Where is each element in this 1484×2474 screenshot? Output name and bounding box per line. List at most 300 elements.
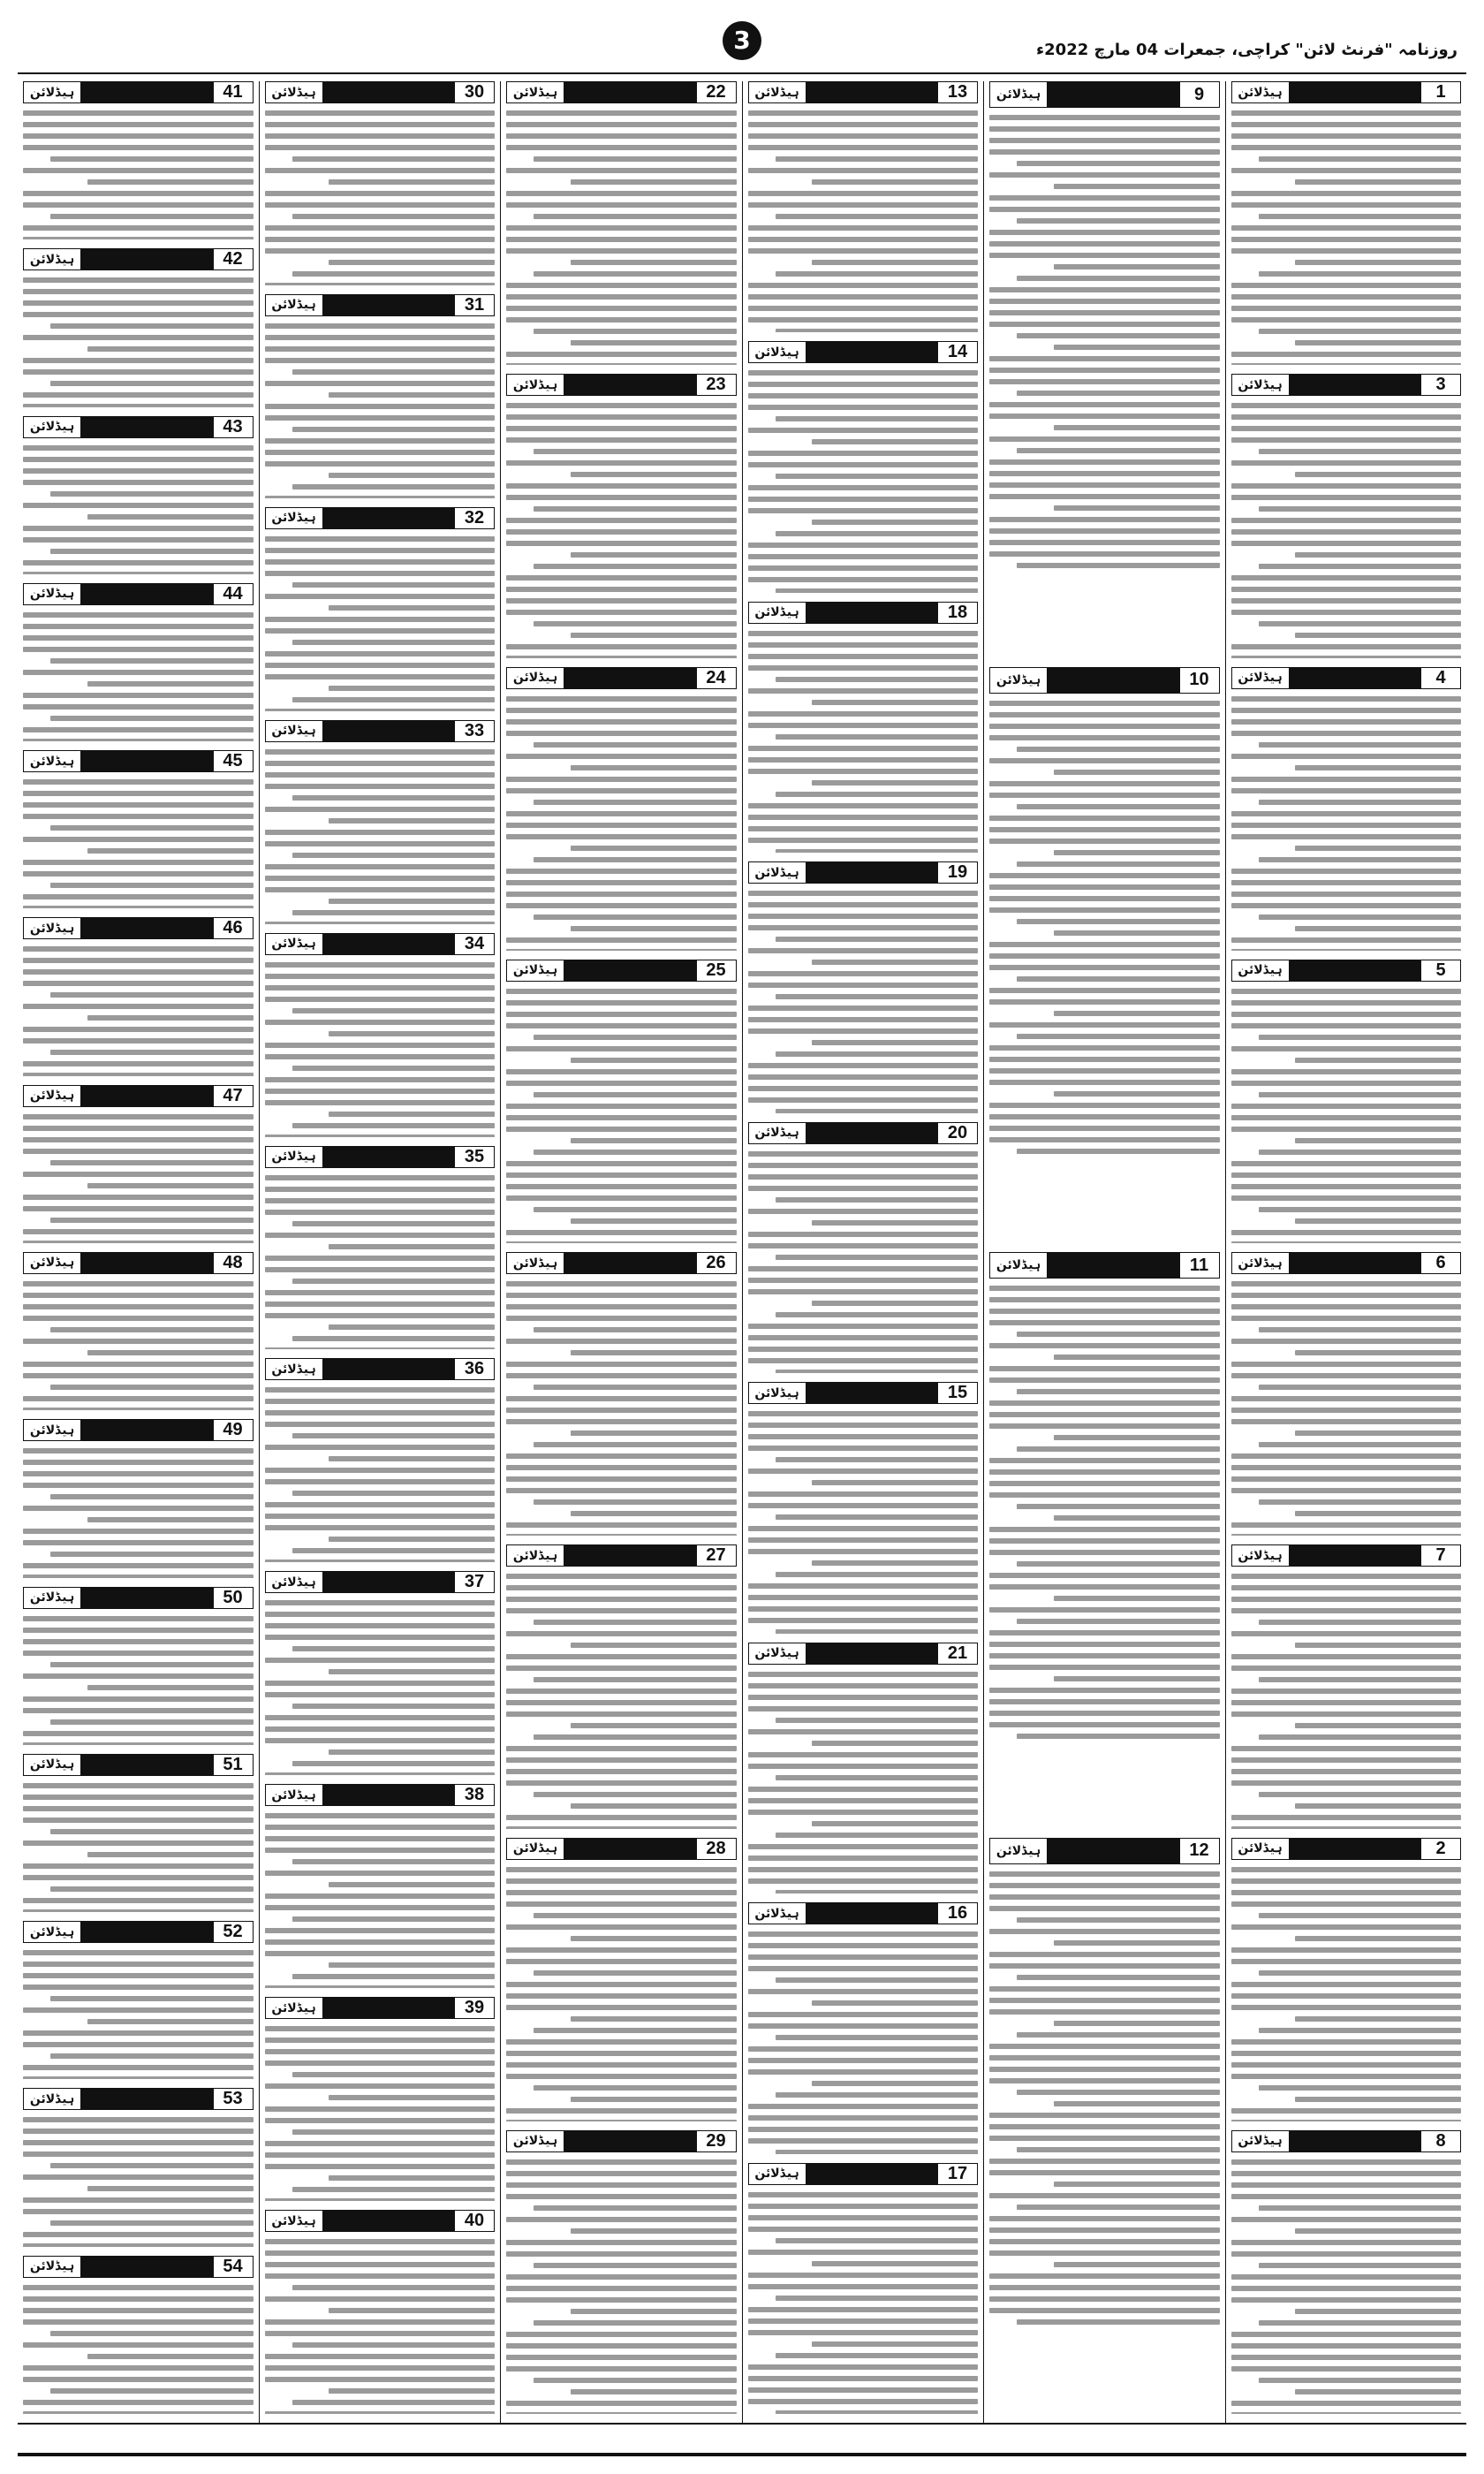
text-line: [23, 1806, 254, 1811]
text-line: [1231, 1373, 1462, 1378]
text-line: [87, 2354, 254, 2359]
text-line: [265, 1893, 496, 1899]
text-line: [265, 1256, 496, 1261]
story-number: 1: [1420, 82, 1460, 102]
news-story[interactable]: [265, 1571, 496, 1775]
text-line: [1054, 264, 1220, 269]
text-line: [1231, 1488, 1462, 1493]
story-header-bar: [81, 1588, 213, 1608]
text-line: [265, 1175, 496, 1180]
text-line: [506, 2108, 737, 2114]
news-story[interactable]: [506, 2130, 737, 2414]
news-story[interactable]: [23, 1085, 254, 1243]
text-line: [748, 1266, 979, 1271]
text-line: [506, 518, 737, 523]
news-story[interactable]: [265, 1997, 496, 2201]
story-header: [506, 960, 737, 982]
news-story[interactable]: [265, 1784, 496, 1988]
news-story[interactable]: [265, 720, 496, 924]
text-line: [534, 1677, 736, 1682]
text-line: [506, 1585, 737, 1590]
news-story[interactable]: [23, 1252, 254, 1410]
text-line: [1295, 1723, 1461, 1728]
text-line: [265, 830, 496, 835]
text-line: [534, 564, 736, 569]
text-line: [748, 1151, 979, 1157]
text-line: [265, 864, 496, 869]
text-line: [23, 1909, 254, 1912]
story-header: [265, 2210, 496, 2232]
text-line: [23, 1985, 254, 1990]
text-line: [23, 1540, 254, 1545]
text-line: [812, 2081, 978, 2086]
text-line: [1017, 218, 1219, 224]
text-line: [1259, 564, 1461, 569]
news-story[interactable]: [989, 1838, 1220, 2415]
text-line: [748, 2284, 979, 2289]
text-line: [23, 1471, 254, 1476]
story-number: 11: [1179, 1253, 1219, 1278]
text-line: [506, 1241, 737, 1243]
text-line: [23, 2007, 254, 2013]
text-line: [776, 1718, 978, 1723]
text-line: [23, 312, 254, 317]
news-story[interactable]: [1231, 960, 1462, 1243]
text-line: [1259, 2320, 1461, 2326]
story-body-text: [1231, 109, 1462, 365]
news-story[interactable]: [23, 917, 254, 1075]
text-line: [1231, 1631, 1462, 1636]
story-label: ہیڈلائن: [24, 249, 81, 269]
text-line: [292, 214, 495, 219]
text-line: [812, 1560, 978, 1566]
text-line: [265, 1825, 496, 1830]
text-line: [812, 1301, 978, 1306]
text-line: [989, 115, 1220, 120]
text-line: [989, 310, 1220, 315]
text-line: [989, 1458, 1220, 1463]
text-line: [748, 1434, 979, 1439]
news-story[interactable]: [1231, 81, 1462, 365]
text-line: [265, 1290, 496, 1295]
text-line: [1231, 903, 1462, 908]
news-story[interactable]: [23, 1419, 254, 1577]
text-line: [989, 1045, 1220, 1051]
text-line: [506, 1534, 737, 1536]
text-line: [1231, 2120, 1462, 2121]
story-header-bar: [323, 82, 455, 102]
news-story[interactable]: [23, 248, 254, 406]
text-line: [292, 1548, 495, 1553]
text-line: [265, 594, 496, 599]
text-line: [1017, 1389, 1219, 1394]
story-header-bar: [81, 249, 213, 269]
story-number: 36: [454, 1359, 494, 1379]
news-story[interactable]: [748, 861, 979, 1112]
text-line: [265, 404, 496, 409]
text-line: [292, 1123, 495, 1128]
text-line: [506, 892, 737, 897]
text-line: [748, 283, 979, 288]
story-header-bar: [323, 508, 455, 528]
story-number: 50: [213, 1588, 253, 1608]
story-number: 44: [213, 584, 253, 604]
text-line: [812, 1821, 978, 1826]
text-line: [1295, 1138, 1461, 1143]
text-line: [748, 1335, 979, 1340]
text-line: [23, 2197, 254, 2203]
text-line: [1231, 414, 1462, 420]
text-line: [506, 1476, 737, 1482]
text-line: [1231, 145, 1462, 150]
text-line: [265, 772, 496, 778]
text-line: [506, 1488, 737, 1493]
news-story[interactable]: [265, 933, 496, 1137]
text-line: [506, 903, 737, 908]
text-line: [506, 2366, 737, 2372]
text-line: [265, 1347, 496, 1350]
text-line: [506, 1419, 737, 1424]
text-line: [23, 1818, 254, 1823]
news-story[interactable]: [506, 667, 737, 951]
news-story[interactable]: [506, 1252, 737, 1536]
news-story[interactable]: [265, 81, 496, 285]
text-line: [265, 1100, 496, 1105]
text-line: [329, 686, 495, 691]
story-label: ہیڈلائن: [990, 1839, 1048, 1863]
text-line: [571, 1511, 737, 1516]
text-line: [1231, 777, 1462, 782]
news-story[interactable]: [506, 960, 737, 1243]
text-line: [23, 946, 254, 952]
news-story[interactable]: [748, 1382, 979, 1633]
text-line: [1231, 2062, 1462, 2068]
text-line: [50, 1552, 253, 1557]
text-line: [1231, 1023, 1462, 1028]
news-story[interactable]: [23, 750, 254, 908]
text-line: [1231, 754, 1462, 759]
text-line: [23, 1616, 254, 1621]
text-line: [748, 2058, 979, 2063]
news-story[interactable]: [506, 374, 737, 657]
text-line: [292, 2342, 495, 2348]
text-line: [534, 1970, 736, 1976]
text-line: [748, 1943, 979, 1948]
story-header-bar: [81, 2257, 213, 2277]
text-line: [748, 971, 979, 976]
text-line: [506, 1757, 737, 1763]
story-header-bar: [81, 1086, 213, 1106]
text-line: [265, 876, 496, 881]
story-header: [265, 1784, 496, 1806]
news-story[interactable]: [1231, 667, 1462, 951]
text-line: [812, 260, 978, 265]
text-line: [1231, 1666, 1462, 1671]
text-line: [1017, 919, 1219, 924]
text-line: [989, 873, 1220, 878]
news-story[interactable]: [506, 81, 737, 365]
news-story[interactable]: [748, 1643, 979, 1893]
text-line: [329, 473, 495, 478]
story-label: ہیڈلائن: [24, 918, 81, 938]
news-story[interactable]: [1231, 374, 1462, 657]
news-story[interactable]: [989, 1252, 1220, 1829]
story-header: [265, 720, 496, 742]
story-header: [265, 1358, 496, 1380]
text-line: [748, 1989, 979, 1994]
text-line: [506, 1081, 737, 1086]
text-line: [506, 2355, 737, 2360]
text-line: [50, 549, 253, 554]
text-line: [748, 370, 979, 376]
text-line: [748, 1856, 979, 1861]
text-line: [1231, 541, 1462, 546]
text-line: [23, 1628, 254, 1633]
text-line: [329, 1112, 495, 1117]
text-line: [1231, 1104, 1462, 1109]
text-line: [748, 815, 979, 820]
text-line: [265, 1020, 496, 1025]
text-line: [1231, 2051, 1462, 2056]
text-line: [748, 1672, 979, 1677]
text-line: [265, 548, 496, 553]
story-header-bar: [81, 417, 213, 437]
news-story[interactable]: [989, 81, 1220, 658]
story-body-text: [989, 1284, 1220, 1829]
text-line: [748, 1086, 979, 1091]
text-line: [292, 795, 495, 801]
text-line: [265, 2319, 496, 2325]
story-header: [748, 341, 979, 363]
text-line: [1017, 276, 1219, 281]
story-label: ہیڈلائن: [1232, 375, 1290, 395]
text-line: [506, 2074, 737, 2079]
story-label: ہیڈلائن: [24, 82, 81, 102]
text-line: [1231, 2074, 1462, 2079]
story-header: [748, 81, 979, 103]
text-line: [506, 788, 737, 793]
text-line: [87, 1685, 254, 1690]
news-story[interactable]: [265, 2210, 496, 2414]
news-story[interactable]: [265, 507, 496, 711]
text-line: [1231, 1608, 1462, 1613]
text-line: [329, 1882, 495, 1887]
text-line: [1231, 892, 1462, 897]
text-line: [748, 451, 979, 456]
story-number: 51: [213, 1755, 253, 1775]
text-line: [989, 459, 1220, 465]
text-line: [1017, 391, 1219, 396]
text-line: [23, 225, 254, 231]
text-line: [265, 168, 496, 173]
news-story[interactable]: [748, 341, 979, 592]
text-line: [265, 807, 496, 812]
text-line: [776, 474, 978, 479]
text-line: [23, 1696, 254, 1702]
text-line: [506, 777, 737, 782]
news-story[interactable]: [1231, 1838, 1462, 2121]
story-number: 14: [937, 342, 977, 362]
text-line: [50, 1050, 253, 1055]
story-label: ہیڈلائن: [990, 668, 1048, 693]
news-story[interactable]: [265, 1358, 496, 1562]
text-line: [748, 1163, 979, 1168]
text-line: [1259, 1620, 1461, 1625]
story-header: [23, 750, 254, 772]
text-line: [1259, 1913, 1461, 1918]
text-line: [265, 1726, 496, 1732]
news-story[interactable]: [265, 294, 496, 498]
text-line: [748, 237, 979, 242]
news-story[interactable]: [989, 667, 1220, 1244]
story-body-text: [1231, 987, 1462, 1243]
story-header: [23, 1419, 254, 1441]
news-story[interactable]: [265, 1146, 496, 1350]
text-line: [1231, 2182, 1462, 2188]
text-line: [748, 1810, 979, 1815]
news-story[interactable]: [23, 1587, 254, 1745]
story-header-bar: [323, 1998, 455, 2018]
news-story[interactable]: [23, 1754, 254, 1912]
text-line: [265, 202, 496, 208]
text-line: [1017, 1034, 1219, 1039]
text-line: [23, 1708, 254, 1713]
story-number: 9: [1179, 82, 1219, 107]
text-line: [23, 1061, 254, 1066]
news-story[interactable]: [23, 1921, 254, 2079]
news-story[interactable]: [23, 2256, 254, 2414]
text-line: [989, 1963, 1220, 1969]
text-line: [506, 2182, 737, 2188]
text-line: [989, 368, 1220, 373]
story-body-text: [265, 322, 496, 498]
text-line: [776, 1197, 978, 1203]
text-line: [265, 1054, 496, 1059]
text-line: [989, 2170, 1220, 2175]
text-line: [534, 1620, 736, 1625]
news-story[interactable]: [1231, 1252, 1462, 1536]
text-line: [748, 1526, 979, 1531]
text-line: [748, 294, 979, 300]
news-story[interactable]: [748, 81, 979, 332]
text-line: [265, 1871, 496, 1876]
text-line: [534, 506, 736, 512]
text-line: [1231, 788, 1462, 793]
text-line: [776, 1370, 978, 1373]
story-label: ہیڈلائن: [24, 1755, 81, 1775]
story-label: ہیڈلائن: [507, 960, 564, 981]
text-line: [265, 1692, 496, 1697]
text-line: [1259, 214, 1461, 219]
story-body-text: [748, 1409, 979, 1633]
text-line: [506, 352, 737, 357]
news-story[interactable]: [748, 1122, 979, 1373]
news-story[interactable]: [23, 583, 254, 741]
news-story[interactable]: [23, 416, 254, 574]
story-number: 17: [937, 2164, 977, 2184]
text-line: [265, 1399, 496, 1404]
text-line: [23, 202, 254, 208]
text-line: [989, 1929, 1220, 1934]
news-story[interactable]: [23, 81, 254, 239]
text-line: [1259, 329, 1461, 334]
text-line: [265, 191, 496, 196]
text-line: [506, 2286, 737, 2291]
text-line: [748, 1097, 979, 1103]
footer-rule: [18, 2453, 1466, 2456]
text-line: [265, 1468, 496, 1473]
text-line: [989, 1126, 1220, 1131]
news-story[interactable]: [23, 2088, 254, 2246]
news-story[interactable]: [748, 602, 979, 853]
story-body-text: [1231, 1279, 1462, 1536]
text-line: [571, 1803, 737, 1809]
text-line: [265, 1135, 496, 1137]
text-line: [571, 926, 737, 931]
news-story[interactable]: [506, 1838, 737, 2121]
text-line: [50, 381, 253, 386]
text-line: [23, 1840, 254, 1846]
news-story[interactable]: [1231, 2130, 1462, 2414]
news-story[interactable]: [748, 1902, 979, 2153]
news-story[interactable]: [1231, 1544, 1462, 1828]
text-line: [989, 942, 1220, 947]
text-line: [23, 1206, 254, 1211]
text-line: [989, 2055, 1220, 2060]
text-line: [506, 248, 737, 254]
story-header-bar: [81, 2089, 213, 2109]
text-line: [776, 329, 978, 332]
text-line: [989, 2009, 1220, 2015]
text-line: [265, 283, 496, 285]
text-line: [23, 2030, 254, 2036]
story-header: [1231, 1544, 1462, 1567]
text-line: [23, 2232, 254, 2237]
text-line: [265, 415, 496, 421]
text-line: [1231, 202, 1462, 208]
text-line: [23, 670, 254, 675]
news-story[interactable]: [506, 1544, 737, 1828]
story-body-text: [23, 276, 254, 406]
story-body-text: [506, 2158, 737, 2414]
story-number: 48: [213, 1253, 253, 1273]
story-header-bar: [806, 862, 938, 883]
text-line: [748, 2104, 979, 2109]
text-line: [989, 2193, 1220, 2198]
story-label: ہیڈلائن: [266, 295, 323, 315]
text-line: [748, 2138, 979, 2144]
text-line: [1231, 426, 1462, 431]
text-line: [1054, 2182, 1220, 2187]
text-line: [748, 1764, 979, 1769]
text-line: [1259, 449, 1461, 454]
text-line: [748, 2273, 979, 2278]
text-line: [812, 2261, 978, 2266]
text-line: [989, 712, 1220, 717]
text-line: [534, 621, 736, 626]
text-line: [571, 1723, 737, 1728]
news-story[interactable]: [748, 2163, 979, 2414]
text-line: [1259, 1385, 1461, 1390]
text-line: [534, 156, 736, 162]
text-line: [748, 1028, 979, 1034]
text-line: [1231, 1959, 1462, 1964]
text-line: [1295, 1936, 1461, 1941]
text-line: [571, 2309, 737, 2314]
story-body-text: [23, 945, 254, 1075]
text-line: [265, 1848, 496, 1853]
text-line: [265, 559, 496, 565]
